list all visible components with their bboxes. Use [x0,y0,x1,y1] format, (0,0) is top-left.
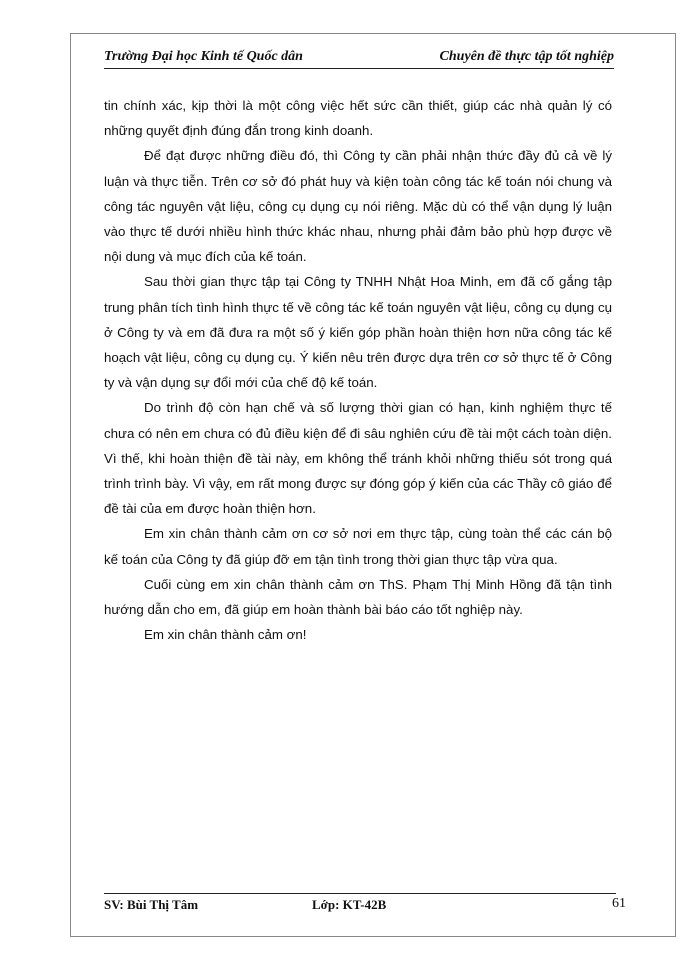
paragraph-1: tin chính xác, kịp thời là một công việc hết sức cần thiết, giúp các nhà quản lý có những quyết định đúng đắn trong kinh doanh. [104,98,612,139]
paragraph-7: Em xin chân thành cảm ơn! [144,627,307,643]
paragraph-5: Em xin chân thành cảm ơn cơ sở nơi em thực tập, cùng toàn thể các cán bộ kế toán của Công ty đã giúp đỡ em tận tình trong thời gian thực tập vừa qua. [104,526,612,567]
page-header [104,46,614,69]
document-body [104,93,612,647]
page-number: 61 [612,896,626,911]
paragraph-3: Sau thời gian thực tập tại Công ty TNHH Nhật Hoa Minh, em đã cố gắng tập trung phân tích tình hình thực tế về công tác kế toán nguyên vật liệu, công cụ dụng cụ ở Công ty và em đã đưa ra một số ý kiến góp phần hoàn thiện hơn nữa công tác kế hoạch vật liệu, công cụ dụng cụ. Ý kiến nêu trên được dựa trên cơ sở thực tế ở Công ty và vận dụng sự đổi mới của chế độ kế toán. [104,274,612,391]
header-university: Trường Đại học Kinh tế Quốc dân [104,49,303,64]
footer-class: Lớp: KT-42B [312,897,387,912]
footer-student: SV: Bùi Thị Tâm [104,897,199,912]
paragraph-6: Cuối cùng em xin chân thành cảm ơn ThS. Phạm Thị Minh Hồng đã tận tình hướng dẫn cho em, đã giúp em hoàn thành bài báo cáo tốt nghiệp này. [104,576,612,618]
paragraph-2: Để đạt được những điều đó, thì Công ty cần phải nhận thức đầy đủ cả về lý luận và thực tiễn. Trên cơ sở đó phát huy và kiện toàn công tác kế toán nói chung và công tác nguyên vật liệu, công cụ dụng cụ nói riêng. Mặc dù có thể vận dụng lý luận vào thực tế dưới nhiều hình thức khác nhau, nhưng phải đảm bảo phù hợp được về nội dung và mục đích của kế toán. [104,148,612,265]
paragraph-4: Do trình độ còn hạn chế và số lượng thời gian có hạn, kinh nghiệm thực tế chưa có nên em chưa có đủ điều kiện để đi sâu nghiên cứu đề tài một cách toàn diện. Vì thế, khi hoàn thiện đề tài này, em không thể tránh khỏi những thiếu sót trong quá trình trình bày. Vì vậy, em rất mong được sự đóng góp ý kiến của các Thầy cô giáo để đề tài của em được hoàn thiện hơn. [104,400,612,517]
page-footer [104,897,634,917]
header-document-title: Chuyên đề thực tập tốt nghiệp [439,49,614,64]
footer-divider [104,893,616,894]
